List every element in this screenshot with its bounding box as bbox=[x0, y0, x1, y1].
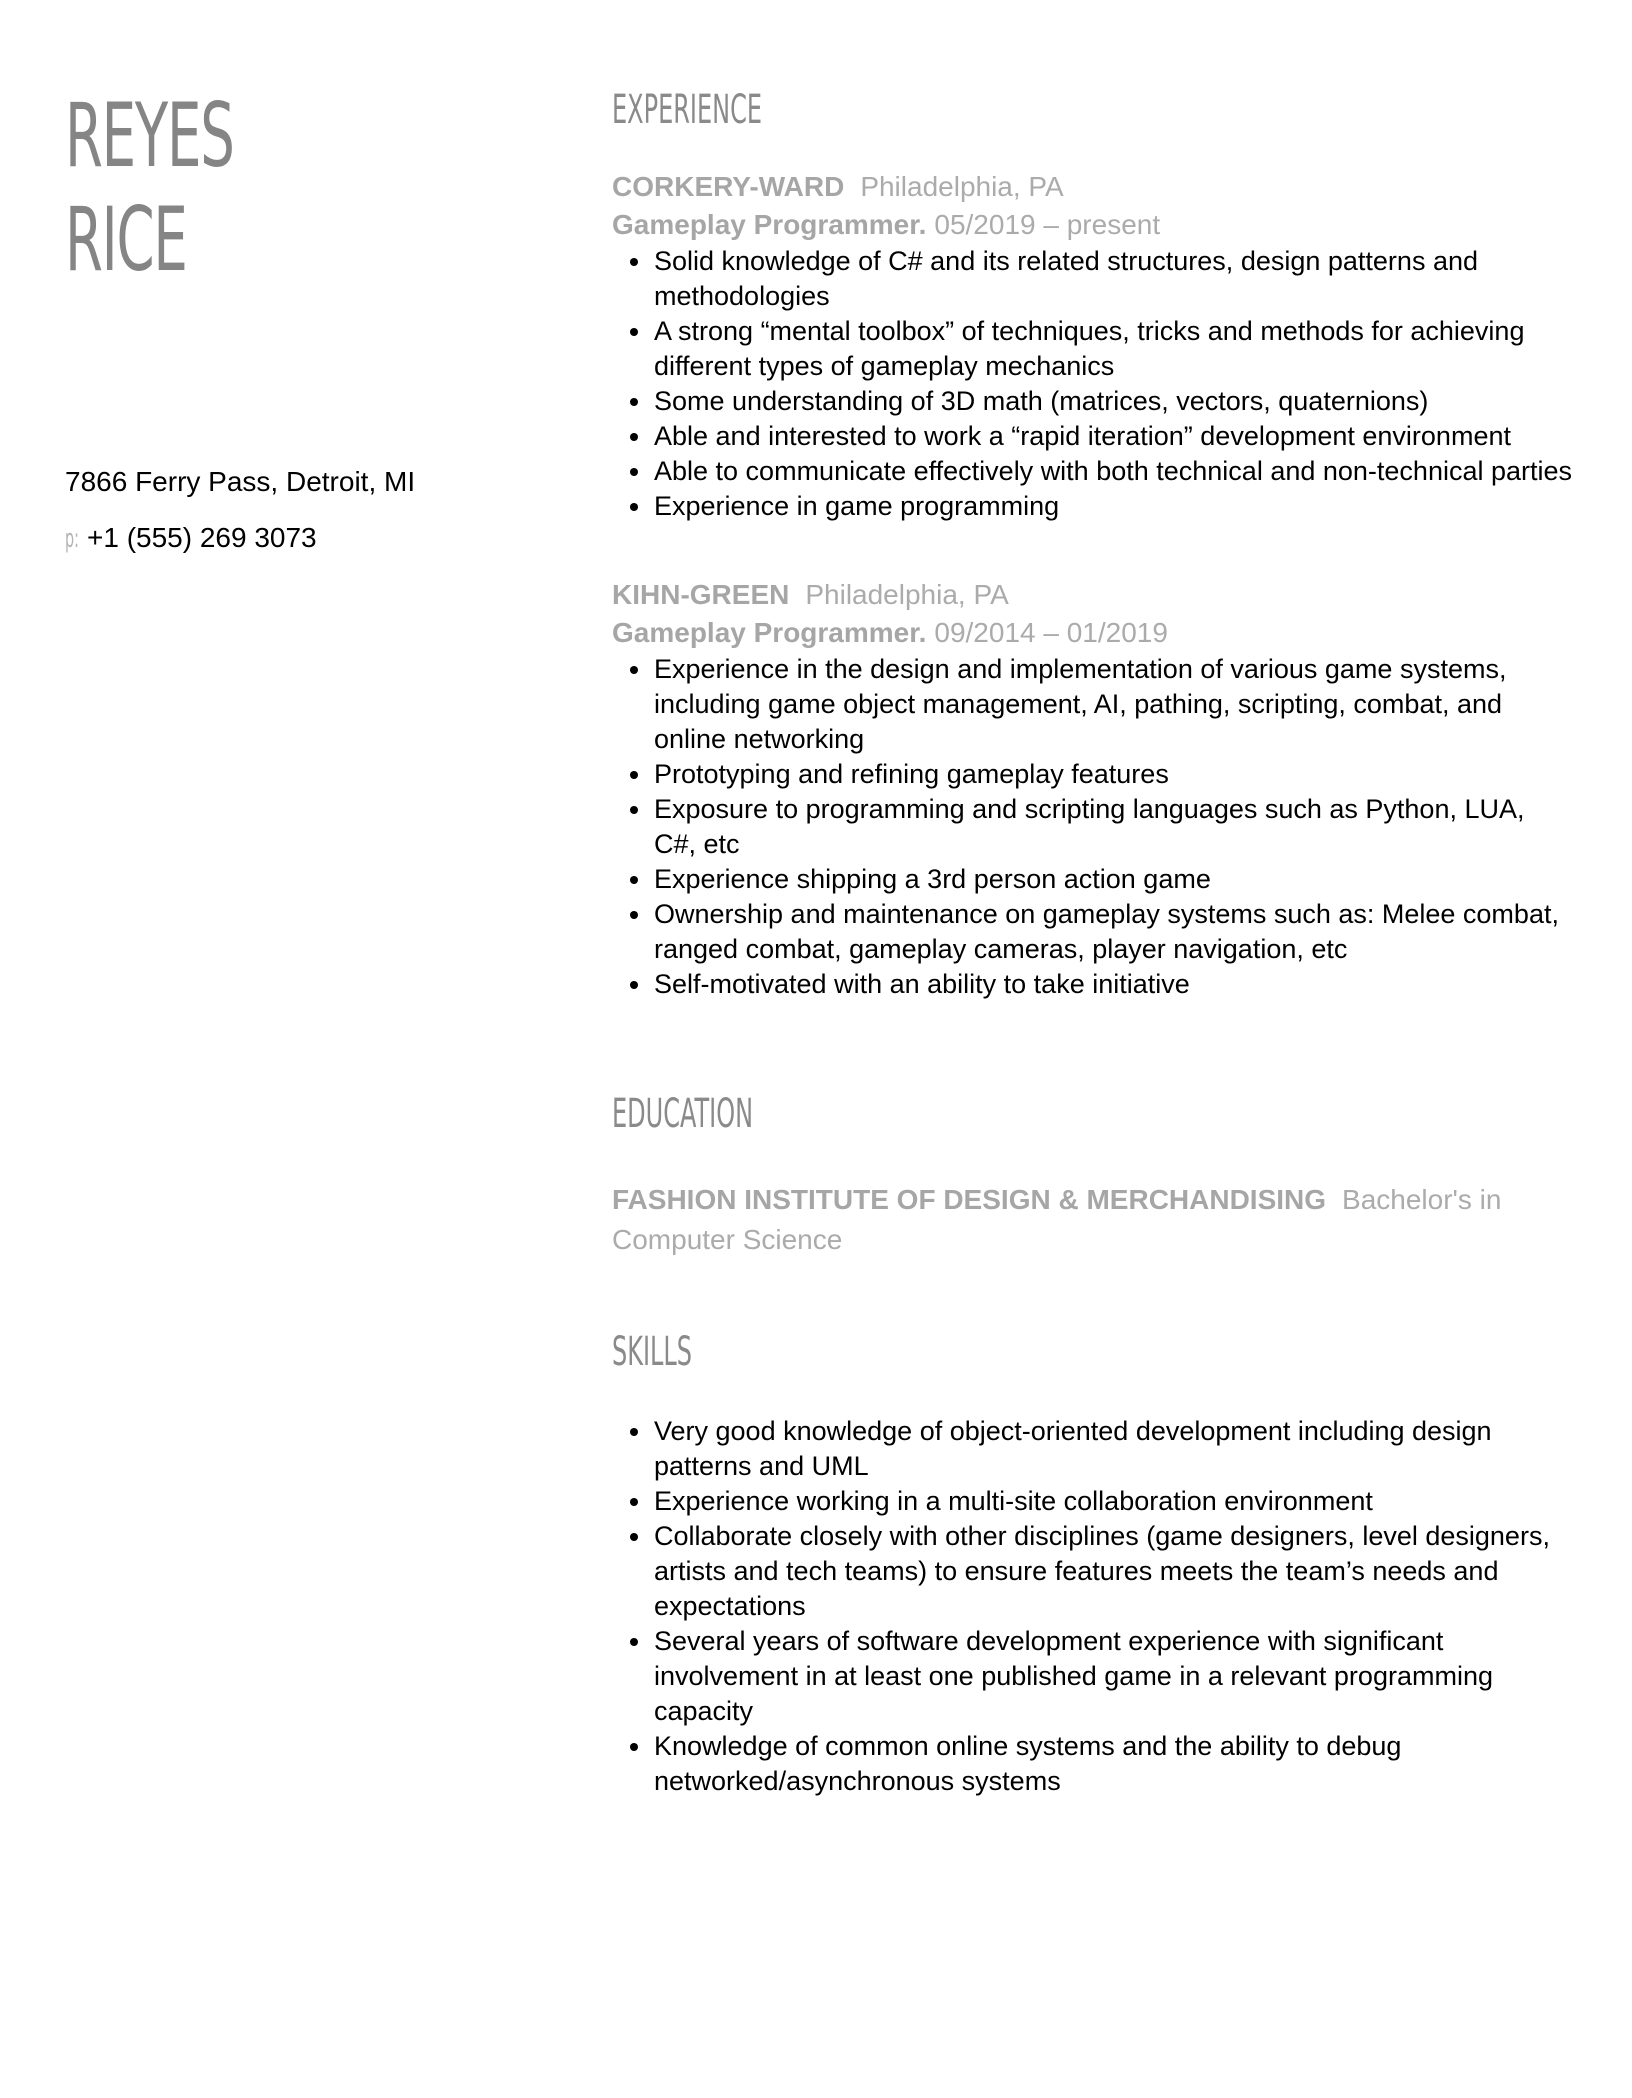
bullet-item: Some understanding of 3D math (matrices, vectors, quaternions) bbox=[654, 384, 1572, 419]
skills-section bbox=[612, 1326, 1572, 1799]
job-role-line bbox=[612, 614, 1572, 652]
phone-number: +1 (555) 269 3073 bbox=[87, 522, 317, 553]
job-company: CORKERY-WARD bbox=[612, 171, 845, 202]
bullet-item: Prototyping and refining gameplay features bbox=[654, 757, 1572, 792]
education-entry bbox=[612, 1180, 1552, 1260]
bullet-item: Ownership and maintenance on gameplay systems such as: Melee combat, ranged combat, gameplay cameras, player navigation, etc bbox=[654, 897, 1572, 967]
skills-bullets bbox=[612, 1414, 1572, 1799]
education-section bbox=[612, 1088, 1572, 1260]
job-role: Gameplay Programmer. bbox=[612, 209, 927, 240]
bullet-item: Experience working in a multi-site collaboration environment bbox=[654, 1484, 1572, 1519]
section-title-experience: EXPERIENCE bbox=[612, 87, 763, 133]
job-dates: 05/2019 – present bbox=[934, 209, 1161, 240]
job-company-line bbox=[612, 168, 1572, 206]
bullet-item: Solid knowledge of C# and its related structures, design patterns and methodologies bbox=[654, 244, 1572, 314]
job-role-line bbox=[612, 206, 1572, 244]
bullet-item: Experience shipping a 3rd person action game bbox=[654, 862, 1572, 897]
bullet-item: Knowledge of common online systems and the ability to debug networked/asynchronous systems bbox=[654, 1729, 1572, 1799]
contact-block bbox=[65, 462, 585, 574]
address: 7866 Ferry Pass, Detroit, MI bbox=[65, 466, 416, 497]
phone-prefix: p: bbox=[65, 524, 79, 554]
job-entry bbox=[612, 168, 1572, 524]
section-title-education: EDUCATION bbox=[612, 1091, 754, 1137]
job-company-line bbox=[612, 576, 1572, 614]
job-bullets bbox=[612, 652, 1572, 1002]
first-name: REYES bbox=[65, 84, 234, 187]
experience-section bbox=[612, 84, 1572, 1002]
bullet-item: A strong “mental toolbox” of techniques, tricks and methods for achieving different types of gameplay mechanics bbox=[654, 314, 1572, 384]
job-dates: 09/2014 – 01/2019 bbox=[934, 617, 1168, 648]
job-role: Gameplay Programmer. bbox=[612, 617, 927, 648]
bullet-item: Exposure to programming and scripting languages such as Python, LUA, C#, etc bbox=[654, 792, 1572, 862]
education-school: FASHION INSTITUTE OF DESIGN & MERCHANDISING bbox=[612, 1184, 1327, 1215]
bullet-item: Collaborate closely with other disciplines (game designers, level designers, artists and tech teams) to ensure features meets the team’s needs and expectations bbox=[654, 1519, 1572, 1624]
job-company: KIHN-GREEN bbox=[612, 579, 790, 610]
bullet-item: Experience in the design and implementation of various game systems, including game object management, AI, pathing, scripting, combat, and online networking bbox=[654, 652, 1572, 757]
main-column bbox=[612, 84, 1572, 1799]
last-name: RICE bbox=[65, 188, 187, 291]
bullet-item: Self-motivated with an ability to take initiative bbox=[654, 967, 1572, 1002]
job-location: Philadelphia, PA bbox=[860, 171, 1064, 202]
candidate-name bbox=[65, 84, 375, 292]
bullet-item: Able and interested to work a “rapid iteration” development environment bbox=[654, 419, 1572, 454]
name-block bbox=[65, 84, 565, 292]
bullet-item: Several years of software development experience with significant involvement in at least one published game in a relevant programming capacity bbox=[654, 1624, 1572, 1729]
bullet-item: Able to communicate effectively with both technical and non-technical parties bbox=[654, 454, 1572, 489]
phone-line bbox=[65, 518, 585, 574]
section-title-skills: SKILLS bbox=[612, 1329, 693, 1375]
job-entry bbox=[612, 576, 1572, 1002]
education-degree: Bachelor's in Computer Science bbox=[612, 1184, 1502, 1255]
job-bullets bbox=[612, 244, 1572, 524]
bullet-item: Experience in game programming bbox=[654, 489, 1572, 524]
job-location: Philadelphia, PA bbox=[805, 579, 1009, 610]
bullet-item: Very good knowledge of object-oriented development including design patterns and UML bbox=[654, 1414, 1572, 1484]
